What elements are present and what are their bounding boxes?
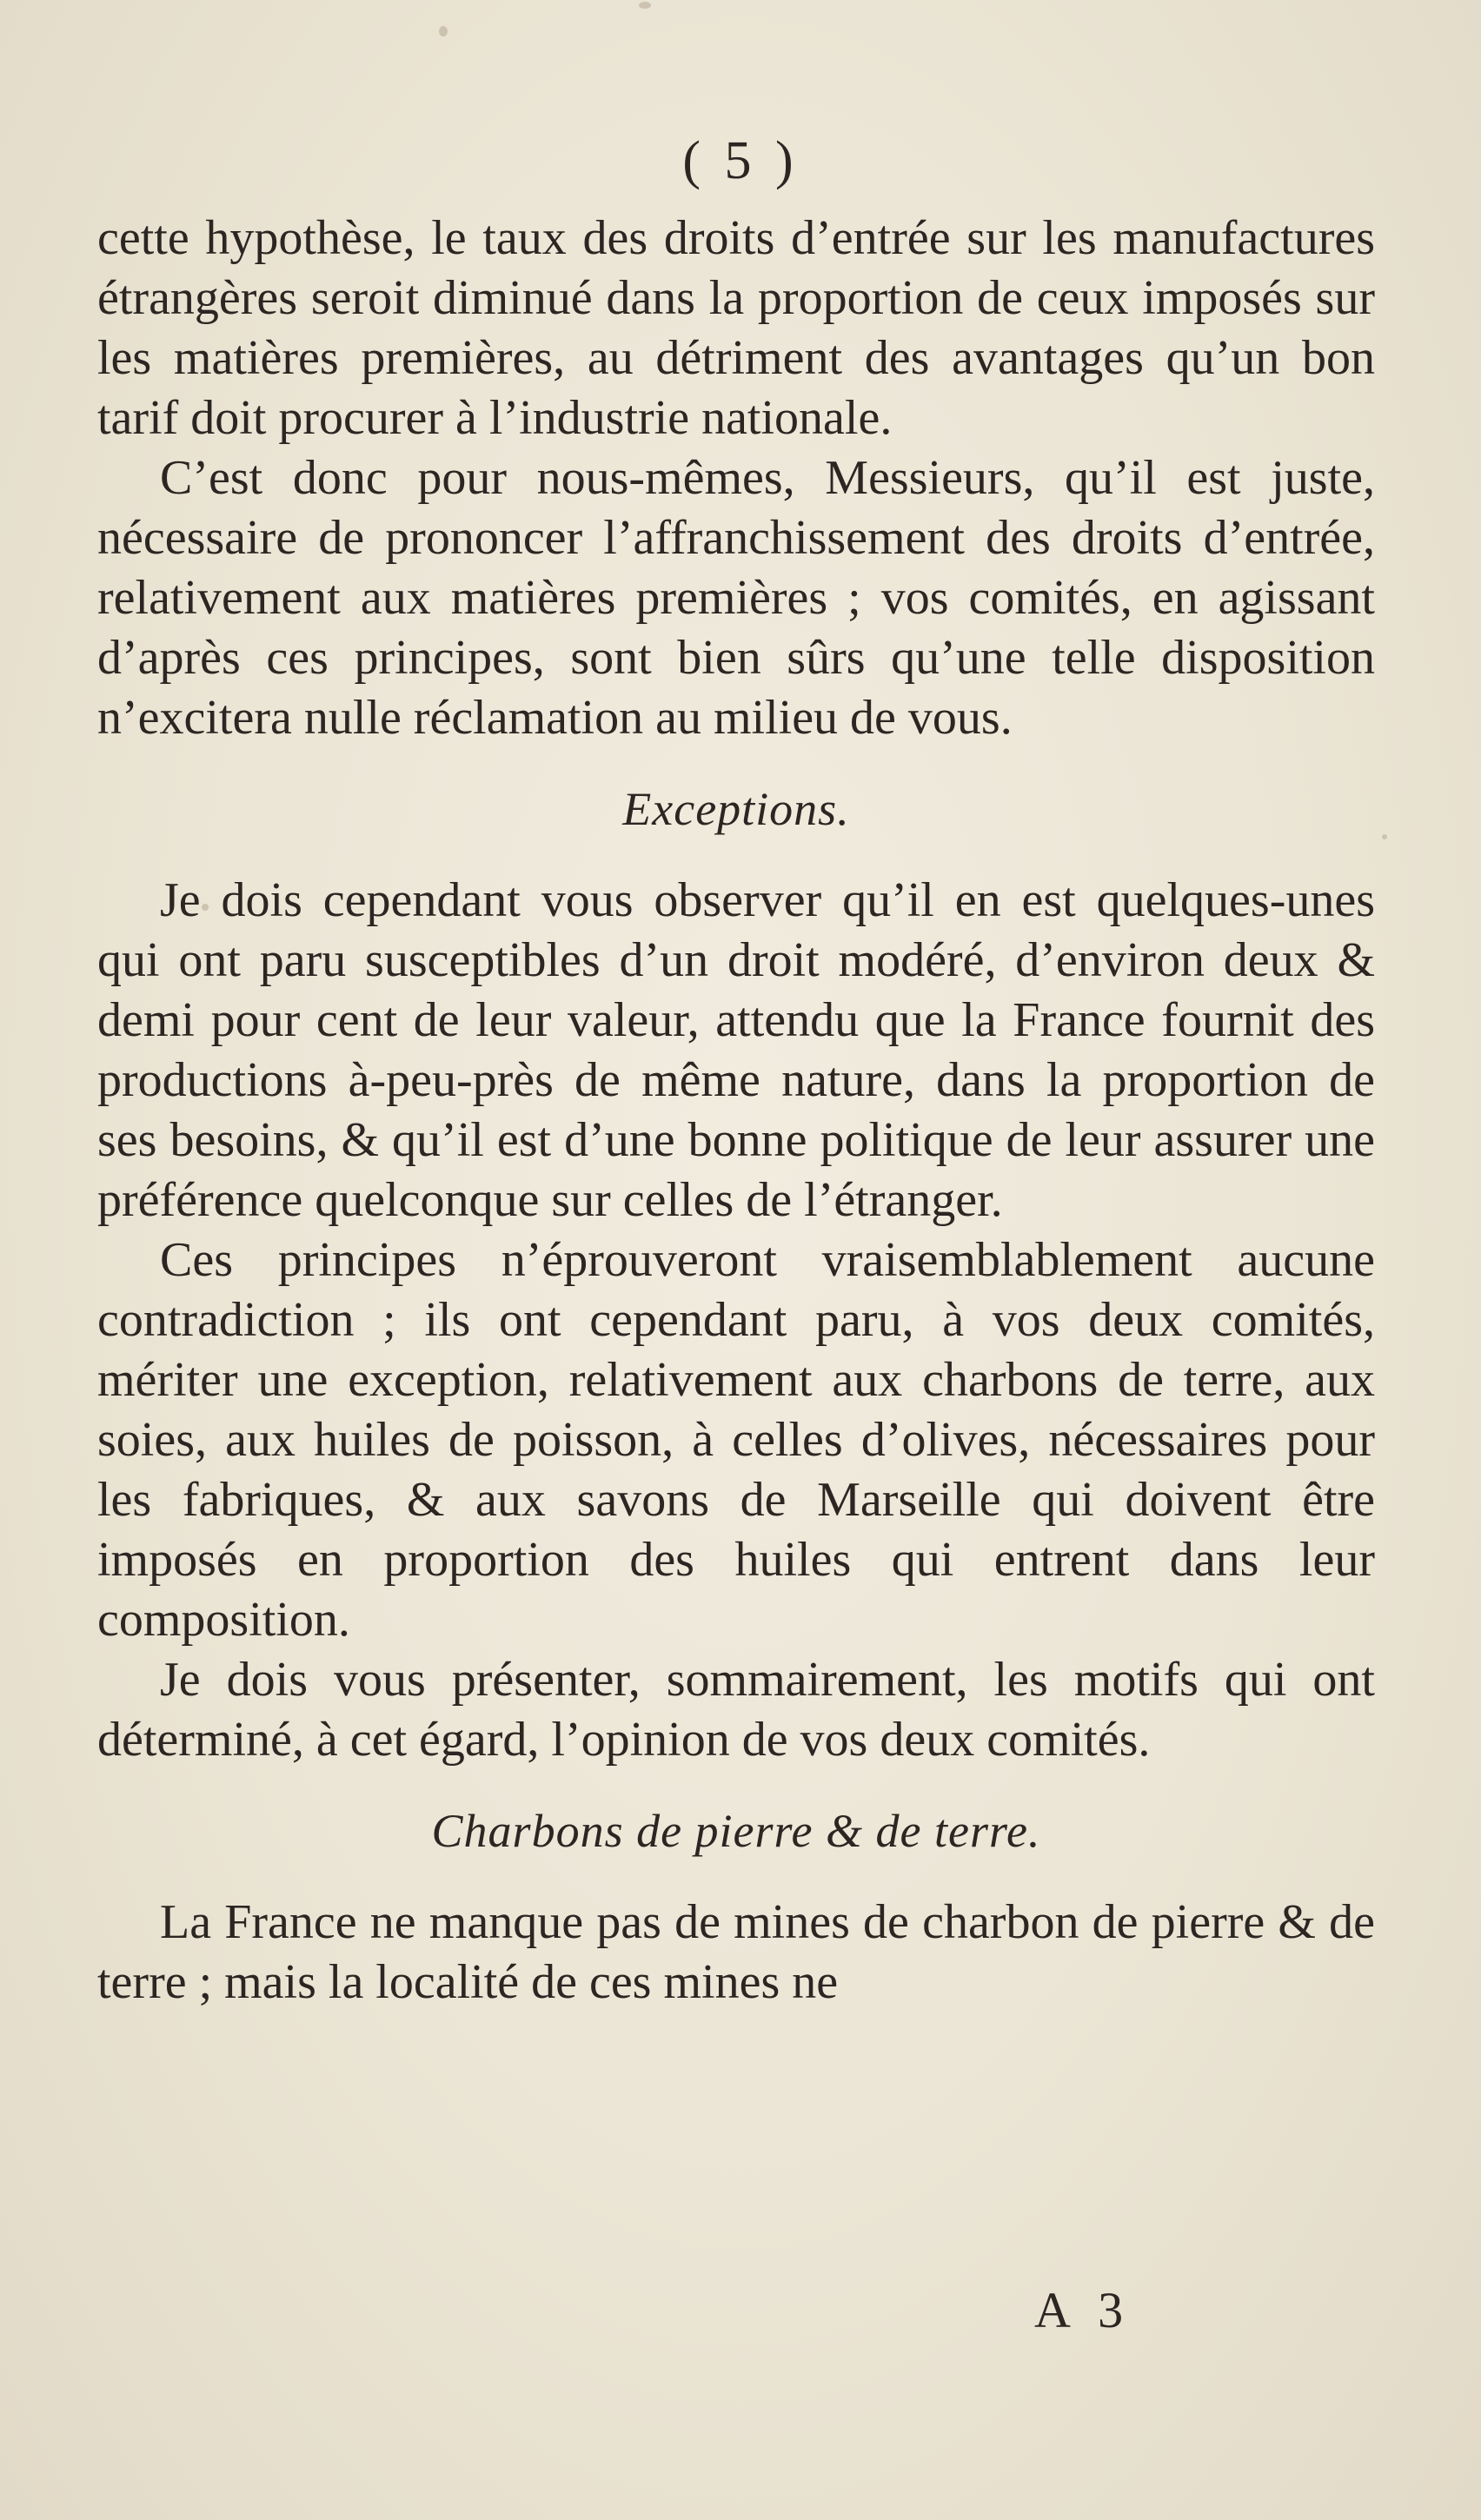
paragraph-3: Je dois cependant vous observer qu’il en est quelques-unes qui ont paru susceptibles d’un droit modéré, d’environ deux & demi pour cent de leur valeur, attendu que la France fournit des productions à-peu-près de même nature, dans la proportion de ses besoins, & qu’il est d’une bonne politique de leur assurer une préférence quelconque sur celles de l’étranger.	[97, 873, 1375, 1227]
main-text	[97, 209, 1375, 2013]
paragraph-4: Ces principes n’éprouveront vraisemblablement aucune contradiction ; ils ont cependant paru, à vos deux comités, mériter une exception, relativement aux charbons de terre, aux soies, aux huiles de poisson, à celles d’olives, nécessaires pour les fabriques, & aux savons de Marseille qui doivent être imposés en proportion des huiles qui entrent dans leur composition.	[97, 1233, 1375, 1647]
paragraph-6: La France ne manque pas de mines de charbon de pierre & de terre ; mais la localité de ces mines ne	[97, 1895, 1375, 2009]
page-number: ( 5 )	[682, 131, 799, 190]
paper-speck	[439, 26, 448, 36]
paper-speck	[639, 2, 651, 9]
paper-speck	[1382, 834, 1387, 839]
signature-mark: A 3	[1034, 2282, 1132, 2338]
paragraph-1: cette hypothèse, le taux des droits d’entrée sur les manufactures étrangères seroit diminué dans la proportion de ceux imposés sur les matières premières, au détriment des avantages qu’un bon tarif doit procurer à l’industrie nationale.	[97, 211, 1375, 445]
section-heading-exceptions: Exceptions.	[622, 783, 850, 835]
section-heading-charbons: Charbons de pierre & de terre.	[431, 1805, 1041, 1857]
paragraph-2: C’est donc pour nous-mêmes, Messieurs, qu’il est juste, nécessaire de prononcer l’affranchissement des droits d’entrée, relativement aux matières premières ; vos comités, en agissant d’après ces principes, sont bien sûrs qu’une telle disposition n’excitera nulle réclamation au milieu de vous.	[97, 451, 1375, 745]
paragraph-5: Je dois vous présenter, sommairement, les motifs qui ont déterminé, à cet égard, l’opinion de vos deux comités.	[97, 1653, 1375, 1767]
